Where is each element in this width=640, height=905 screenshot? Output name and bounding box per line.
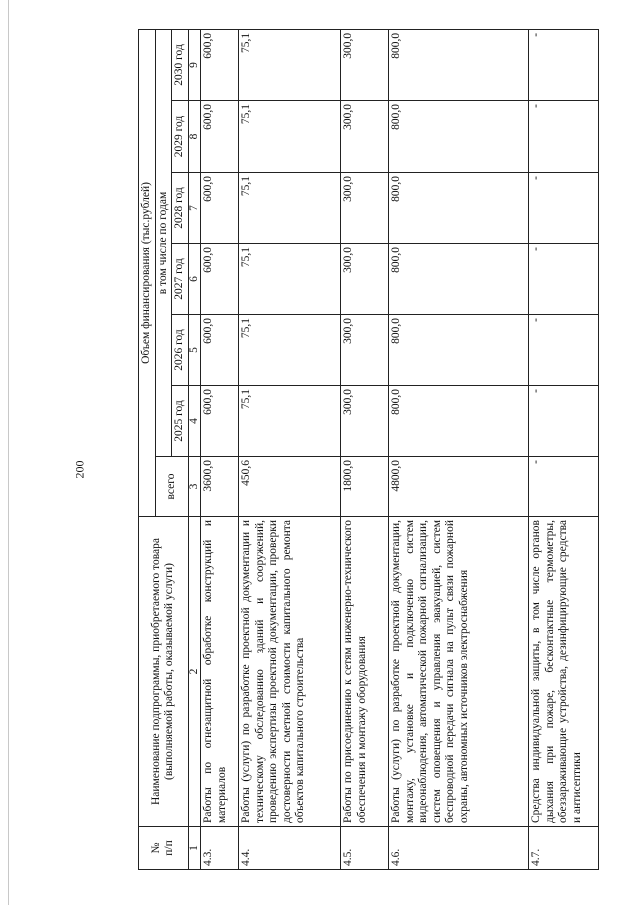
column-number: 2 bbox=[188, 517, 201, 827]
row-value: 800,0 bbox=[389, 315, 529, 386]
row-value: - bbox=[529, 29, 599, 100]
row-value: 75,1 bbox=[239, 173, 341, 244]
row-total: 450,6 bbox=[239, 457, 341, 517]
header-year: 2030 год bbox=[172, 29, 189, 100]
column-number: 7 bbox=[188, 173, 201, 244]
row-value: 300,0 bbox=[341, 244, 389, 315]
row-value: 75,1 bbox=[239, 315, 341, 386]
row-value: 300,0 bbox=[341, 315, 389, 386]
row-value: 600,0 bbox=[201, 173, 239, 244]
row-value: 800,0 bbox=[389, 29, 529, 100]
row-value: - bbox=[529, 173, 599, 244]
rotated-table-container bbox=[138, 30, 583, 870]
header-year: 2027 год bbox=[172, 244, 189, 315]
table-row bbox=[529, 29, 599, 869]
scan-edge-line bbox=[8, 0, 9, 905]
row-value: 800,0 bbox=[389, 386, 529, 457]
row-value: - bbox=[529, 244, 599, 315]
row-name: Работы по присоединению к сетям инженерно-технического обеспечения и монтажу оборудования bbox=[341, 517, 389, 827]
column-number: 4 bbox=[188, 386, 201, 457]
row-value: - bbox=[529, 386, 599, 457]
row-value: 600,0 bbox=[201, 29, 239, 100]
row-value: 600,0 bbox=[201, 315, 239, 386]
row-value: 300,0 bbox=[341, 386, 389, 457]
row-number: 4.6. bbox=[389, 827, 529, 870]
header-year: 2026 год bbox=[172, 315, 189, 386]
row-value: 300,0 bbox=[341, 29, 389, 100]
row-name: Работы (услуги) по разработке проектной документации и техническому обследованию зданий и сооружений, проведению экспертизы проектной документации, проверки достоверности сметной стоимости капитального ремонта объектов капитального строительства bbox=[239, 517, 341, 827]
header-total: всего bbox=[155, 457, 188, 517]
row-number: 4.3. bbox=[201, 827, 239, 870]
row-value: 600,0 bbox=[201, 101, 239, 173]
row-value: - bbox=[529, 101, 599, 173]
header-year: 2025 год bbox=[172, 386, 189, 457]
row-value: - bbox=[529, 315, 599, 386]
row-value: 75,1 bbox=[239, 101, 341, 173]
row-number: 4.4. bbox=[239, 827, 341, 870]
row-number: 4.5. bbox=[341, 827, 389, 870]
table-row bbox=[341, 29, 389, 869]
row-name: Работы (услуги) по разработке проектной документации, монтажу, установке и подключению систем видеонаблюдения, автоматической пожарной сигнализации, систем оповещения и управления эвакуацией, систем беспроводной передачи сигнала на пульт связи пожарной охраны, автономных источников электроснабжения bbox=[389, 517, 529, 827]
row-value: 600,0 bbox=[201, 244, 239, 315]
header-num: № п/п bbox=[139, 827, 189, 870]
column-number: 1 bbox=[188, 827, 201, 870]
row-total: - bbox=[529, 457, 599, 517]
row-total: 3600,0 bbox=[201, 457, 239, 517]
row-value: 800,0 bbox=[389, 244, 529, 315]
row-number: 4.7. bbox=[529, 827, 599, 870]
row-name: Работы по огнезащитной обработке конструкций и материалов bbox=[201, 517, 239, 827]
row-total: 4800,0 bbox=[389, 457, 529, 517]
page-number: 200 bbox=[72, 460, 87, 479]
header-name: Наименование подпрограммы, приобретаемого товара (выполняемой работы, оказываемой услуги) bbox=[139, 517, 189, 827]
column-number: 6 bbox=[188, 244, 201, 315]
header-by-years: в том числе по годам bbox=[155, 29, 172, 456]
row-value: 75,1 bbox=[239, 244, 341, 315]
table-row bbox=[239, 29, 341, 869]
column-number: 8 bbox=[188, 101, 201, 173]
row-value: 600,0 bbox=[201, 386, 239, 457]
table-row bbox=[201, 29, 239, 869]
row-value: 75,1 bbox=[239, 29, 341, 100]
row-total: 1800,0 bbox=[341, 457, 389, 517]
row-value: 300,0 bbox=[341, 101, 389, 173]
row-value: 75,1 bbox=[239, 386, 341, 457]
column-number: 9 bbox=[188, 29, 201, 100]
header-funding: Объем финансирования (тыс.рублей) bbox=[139, 29, 156, 516]
funding-table bbox=[138, 29, 599, 870]
row-value: 800,0 bbox=[389, 101, 529, 173]
table-row bbox=[389, 29, 529, 869]
row-value: 300,0 bbox=[341, 173, 389, 244]
column-number: 3 bbox=[188, 457, 201, 517]
header-year: 2029 год bbox=[172, 101, 189, 173]
row-name: Средства индивидуальной защиты, в том числе органов дыхания при пожаре, бесконтактные термометры, обеззараживающие устройства, дезинфицирующие средства и антисептики bbox=[529, 517, 599, 827]
column-number: 5 bbox=[188, 315, 201, 386]
row-value: 800,0 bbox=[389, 173, 529, 244]
header-year: 2028 год bbox=[172, 173, 189, 244]
